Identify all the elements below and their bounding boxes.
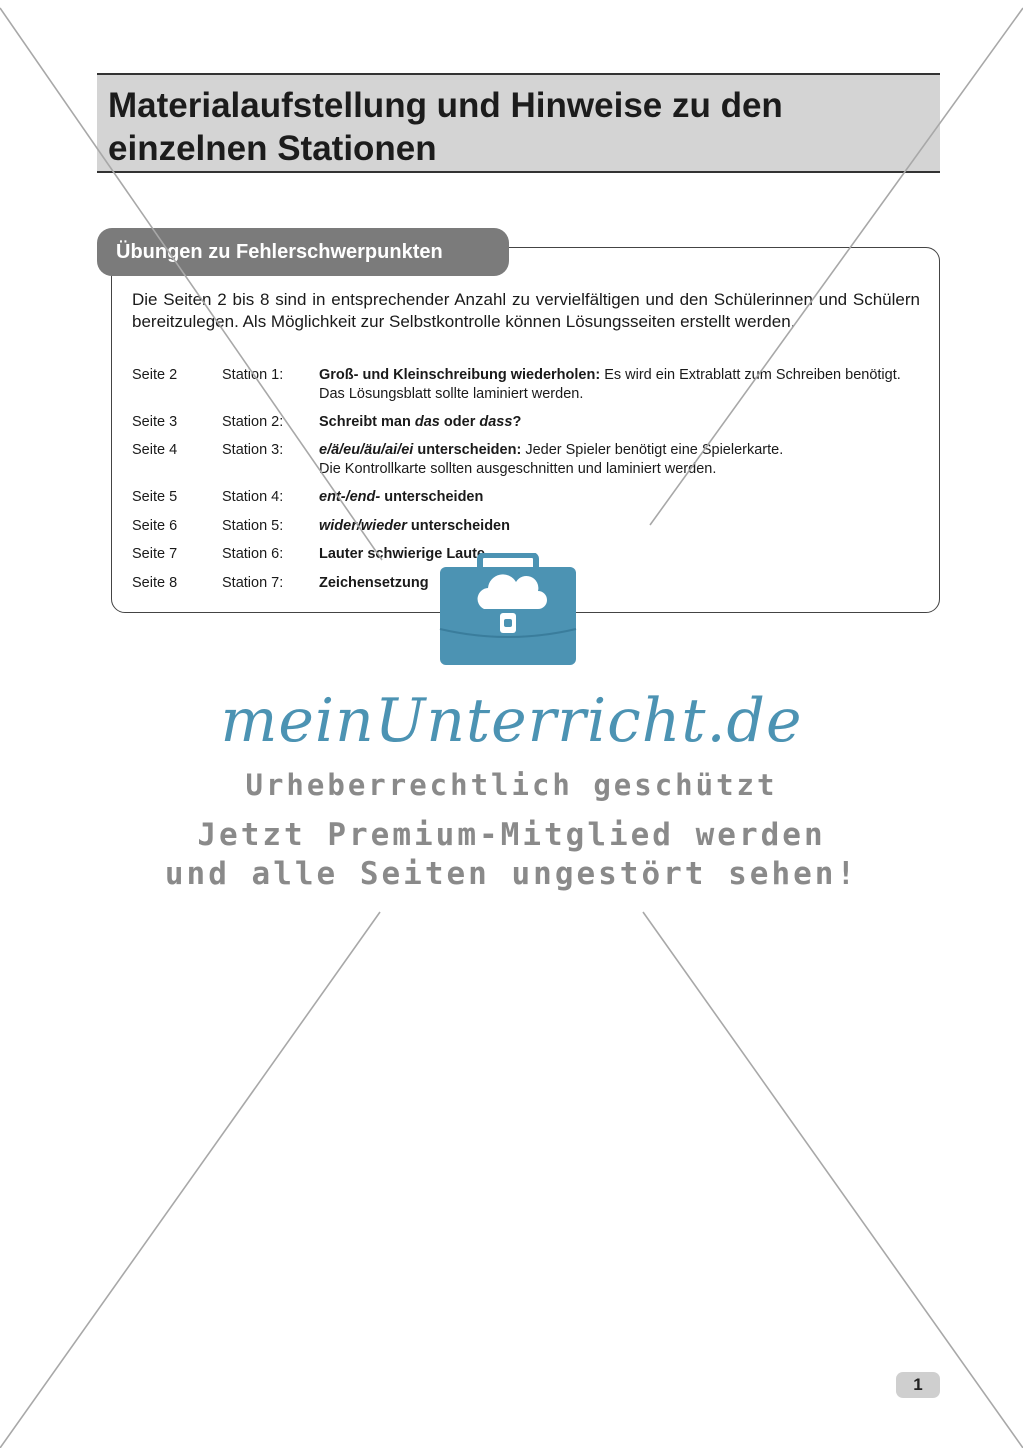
- station-note: Jeder Spieler benötigt eine Spielerkarte.: [525, 442, 784, 458]
- station-title-em: ent-/end-: [319, 489, 381, 505]
- station-label: Station 7:: [222, 575, 284, 591]
- page-title: [97, 75, 940, 170]
- station-title-em: wider/wieder: [319, 518, 407, 534]
- station-description: [319, 574, 919, 593]
- station-description: [319, 488, 919, 507]
- station-title-mid: oder: [439, 414, 480, 430]
- page-title-bar: [97, 73, 940, 173]
- station-page: Seite 2: [132, 367, 178, 383]
- station-title: unterscheiden: [380, 489, 484, 505]
- station-title-em: e/ä/eu/äu/ai/ei: [319, 442, 414, 458]
- station-title-post: ?: [512, 414, 522, 430]
- station-note: Es wird ein Extrablatt zum Schreiben benötigt. Das Lösungsblatt sollte laminiert werden.: [319, 367, 901, 402]
- intro-paragraph: Die Seiten 2 bis 8 sind in entsprechender Anzahl zu vervielfältigen und den Schülerinnen und Schülern bereitzulegen. Als Möglichkeit zur Selbstkontrolle können Lösungsseiten erstellt werden.: [132, 290, 920, 331]
- station-page: Seite 4: [132, 442, 178, 458]
- section-tab: Übungen zu Fehlerschwerpunkten: [97, 228, 509, 276]
- station-page: Seite 3: [132, 414, 178, 430]
- station-description: [319, 517, 919, 536]
- station-label: Station 6:: [222, 546, 284, 562]
- station-title: unterscheiden:: [413, 442, 522, 458]
- station-title-em: dass: [479, 414, 513, 430]
- station-description: [319, 413, 919, 432]
- station-label: Station 3:: [222, 442, 284, 458]
- station-title: Groß- und Kleinschreibung wiederholen:: [319, 367, 601, 383]
- station-description: [319, 441, 919, 479]
- station-title-pre: Schreibt man: [319, 414, 415, 430]
- watermark-logo: meinUnterricht.de: [220, 686, 803, 756]
- station-label: Station 2:: [222, 414, 284, 430]
- briefcase-cloud-icon: [438, 553, 578, 667]
- station-label: Station 5:: [222, 518, 284, 534]
- page-title-line1: Materialaufstellung und Hinweise zu den: [108, 86, 783, 125]
- watermark-cta-line1: Jetzt Premium-Mitglied werden: [197, 817, 826, 853]
- station-page: Seite 6: [132, 518, 178, 534]
- station-title: Zeichensetzung: [319, 575, 429, 591]
- station-description: [319, 545, 919, 564]
- station-page: Seite 8: [132, 575, 178, 591]
- station-description: [319, 366, 919, 404]
- station-title: Lauter schwierige Laute: [319, 546, 485, 562]
- station-title: unterscheiden: [406, 518, 510, 534]
- station-note: Die Kontrollkarte sollten ausgeschnitten und laminiert werden.: [319, 461, 717, 477]
- page-number: 1: [896, 1372, 940, 1398]
- station-page: Seite 5: [132, 489, 178, 505]
- station-label: Station 1:: [222, 367, 284, 383]
- station-page: Seite 7: [132, 546, 178, 562]
- watermark-cta-line2: und alle Seiten ungestört sehen!: [164, 856, 859, 892]
- watermark-copyright: Urheberrechtlich geschützt: [245, 768, 778, 802]
- page-title-line2: einzelnen Stationen: [108, 129, 437, 168]
- station-title-em: das: [414, 414, 440, 430]
- station-label: Station 4:: [222, 489, 284, 505]
